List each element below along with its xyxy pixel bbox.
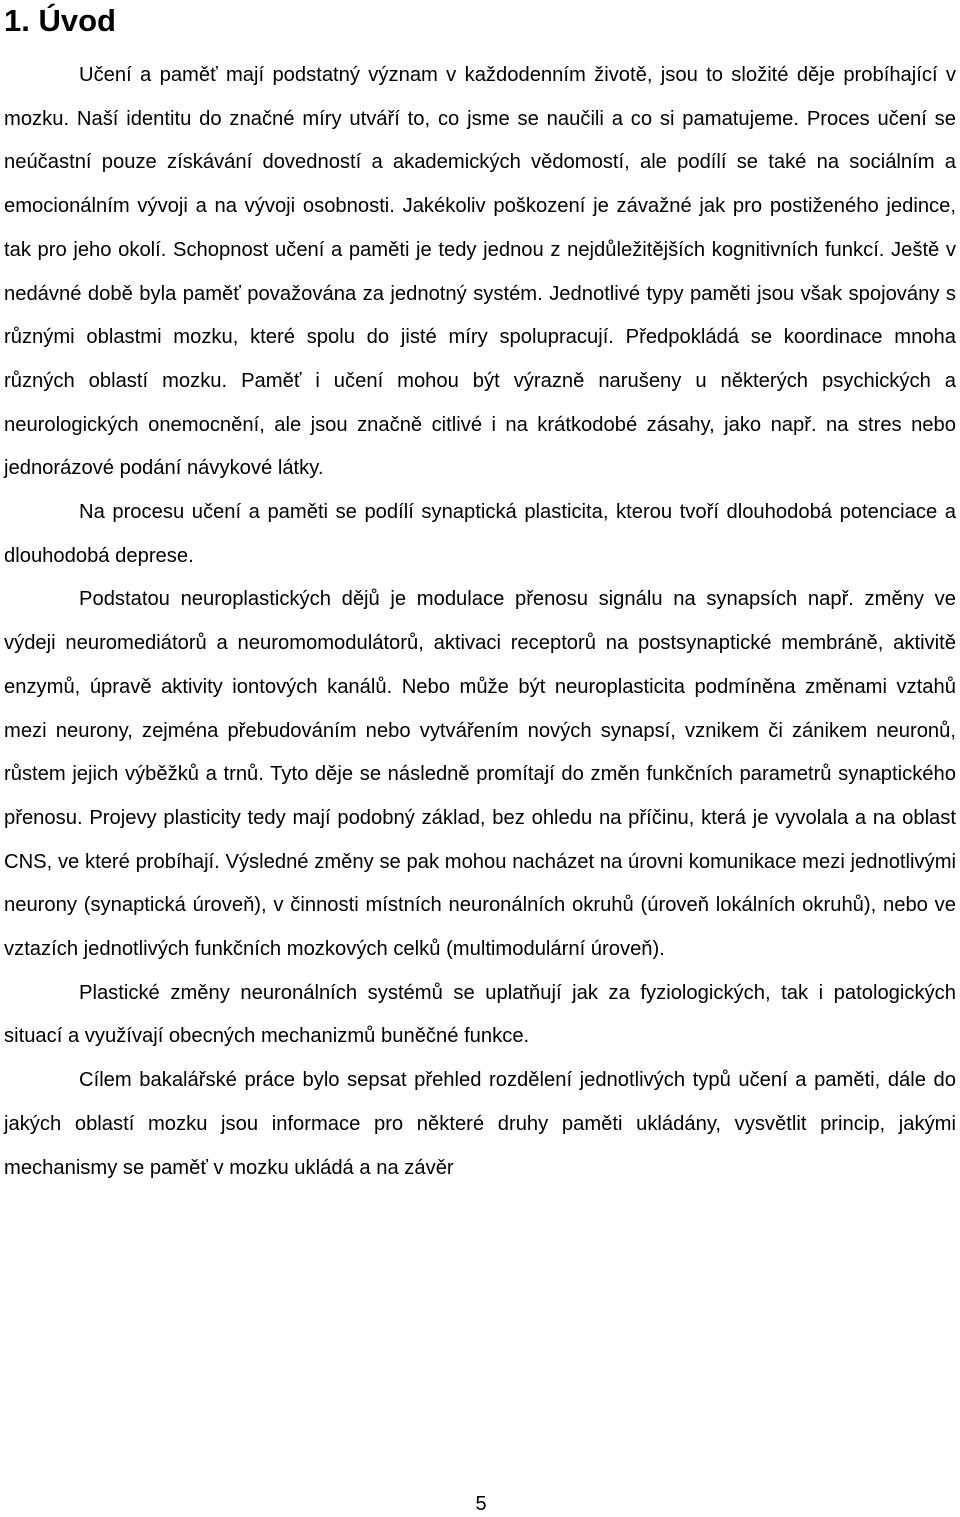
body-text <box>4 54 956 1190</box>
paragraph-plastic-changes: Plastické změny neuronálních systémů se uplatňují jak za fyziologických, tak i patologických situací a využívají obecných mechanizmů buněčné funkce. <box>4 981 956 1048</box>
paragraph-synaptic-plasticity: Na procesu učení a paměti se podílí synaptická plasticita, kterou tvoří dlouhodobá potenciace a dlouhodobá deprese. <box>4 501 956 567</box>
paragraph-intro: Učení a paměť mají podstatný význam v každodenním životě, jsou to složité děje probíhající v mozku. Naší identitu do značné míry utváří to, co jsme se naučili a co si pamatujeme. Proces učení se neúčastní pouze získávání dovedností a akademických vědomostí, ale podílí se také na sociálním a emocionálním vývoji a na vývoji osobnosti. Jakékoliv poškození je závažné jak pro postiženého jedince, tak pro jeho okolí. Schopnost učení a paměti je tedy jednou z nejdůležitějších kognitivních funkcí. Ještě v nedávné době byla paměť považována za jednotný systém. Jednotlivé typy paměti jsou však spojovány s různými oblastmi mozku, které spolu do jisté míry spolupracují. Předpokládá se koordinace mnoha různých oblastí mozku. Paměť i učení mohou být výrazně narušeny u některých psychických a neurologických onemocnění, ale jsou značně citlivé i na krátkodobé zásahy, jako např. na stres nebo jednorázové podání návykové látky. <box>4 64 956 480</box>
chapter-heading: 1. Úvod <box>4 3 116 38</box>
paragraph-neuroplasticity: Podstatou neuroplastických dějů je modulace přenosu signálu na synapsích např. změny ve výdeji neuromediátorů a neuromomodulátorů, aktivaci receptorů na postsynaptické membráně, aktivitě enzymů, úpravě aktivity iontových kanálů. Nebo může být neuroplasticita podmíněna změnami vztahů mezi neurony, zejména přebudováním nebo vytvářením nových synapsí, vznikem či zánikem neuronů, růstem jejich výběžků a trnů. Tyto děje se následně promítají do změn funkčních parametrů synaptického přenosu. Projevy plasticity tedy mají podobný základ, bez ohledu na příčinu, která je vyvolala a na oblast CNS, ve které probíhají. Výsledné změny se pak mohou nacházet na úrovni komunikace mezi jednotlivými neurony (synaptická úroveň), v činnosti místních neuronálních okruhů (úroveň lokálních okruhů), nebo ve vztazích jednotlivých funkčních mozkových celků (multimodulární úroveň). <box>4 588 956 961</box>
page-number: 5 <box>475 1493 487 1515</box>
paragraph-thesis-goal: Cílem bakalářské práce bylo sepsat přehled rozdělení jednotlivých typů učení a paměti, dále do jakých oblastí mozku jsou informace pro některé druhy paměti ukládány, vysvětlit princip, jakými mechanismy se paměť v mozku ukládá a na závěr <box>4 1069 956 1179</box>
